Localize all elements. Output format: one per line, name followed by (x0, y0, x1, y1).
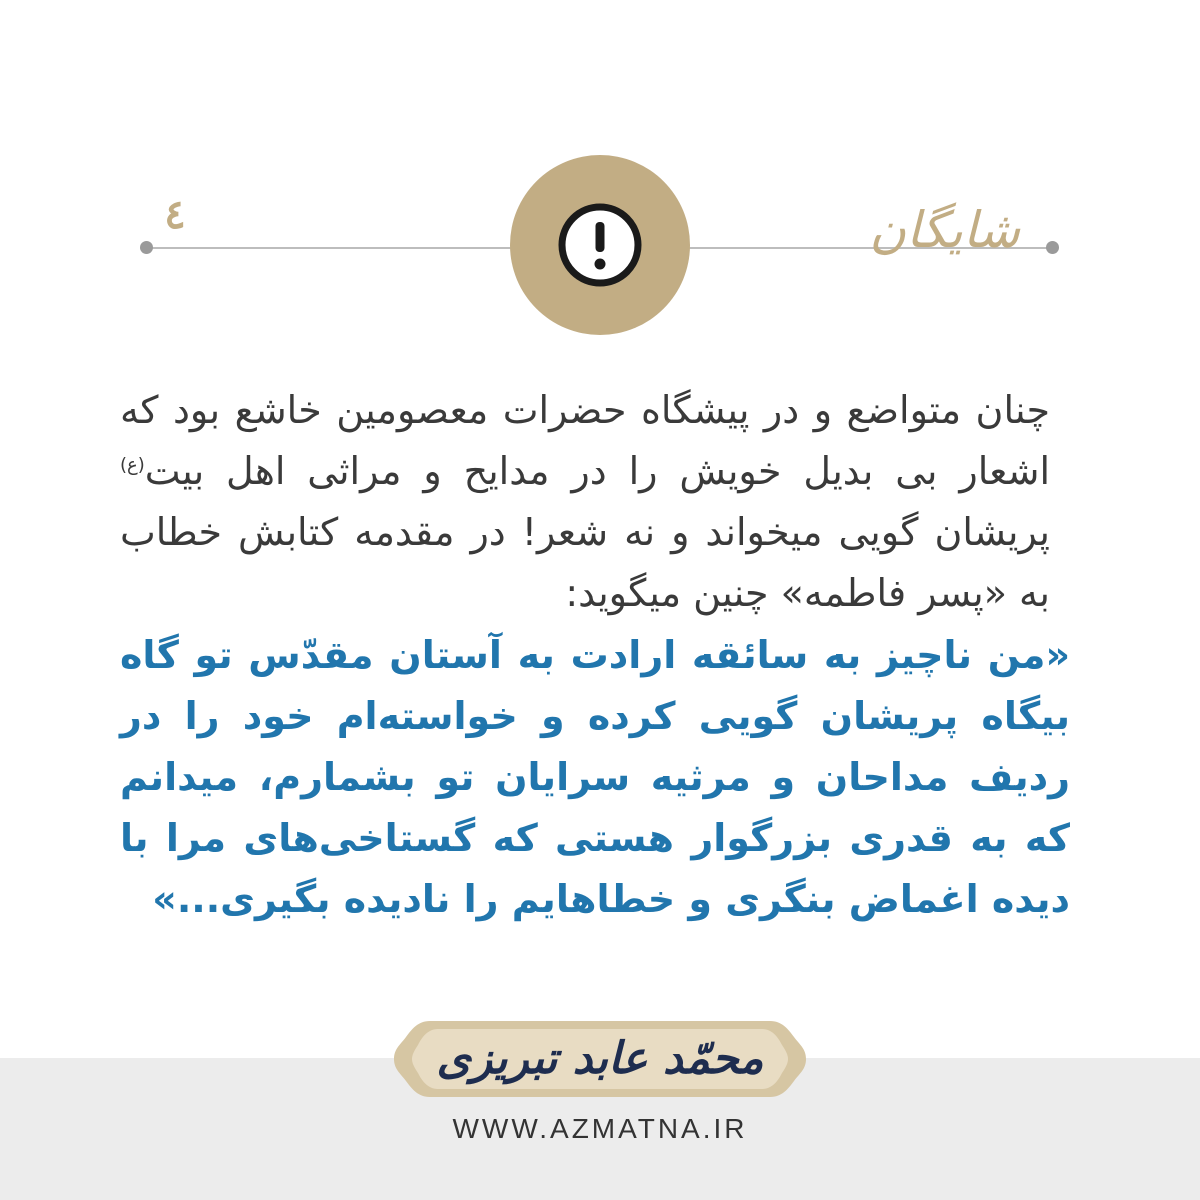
header-divider-left (148, 247, 518, 249)
page-number: ٤ (164, 191, 186, 238)
brand-logo: شایگان (869, 201, 1020, 259)
body-paragraph-tail: پریشان گویی میخواند و نه شعر! در مقدمه کتابش خطاب به «پسر فاطمه» چنین میگوید: (120, 510, 1050, 615)
body-paragraph (120, 380, 1050, 624)
website-link[interactable]: WWW.AZMATNA.IR (452, 1113, 748, 1144)
quote-paragraph: «من ناچیز به سائقه ارادت به آستان مقدّس تو گاه بیگاه پریشان گویی کرده و خواسته‌ام خود را در ردیف مداحان و مرثیه سرایان تو بشمارم، میدانم که به قدری بزرگوار هستی که گستاخی‌های مرا با دیده اغماض بنگری و خطاهایم را نادیده بگیری...» (120, 633, 1070, 921)
divider-dot-left (140, 241, 153, 254)
divider-dot-right (1046, 241, 1059, 254)
body-paragraph-main: چنان متواضع و در پیشگاه حضرات معصومین خاشع بود که اشعار بی بدیل خویش را در مدایح و مراثی اهل بیت (120, 388, 1050, 493)
exclamation-icon (557, 202, 643, 288)
author-signature: محمّد عابد تبریزی (436, 1033, 764, 1084)
honorific-superscript: (ع) (120, 454, 145, 476)
